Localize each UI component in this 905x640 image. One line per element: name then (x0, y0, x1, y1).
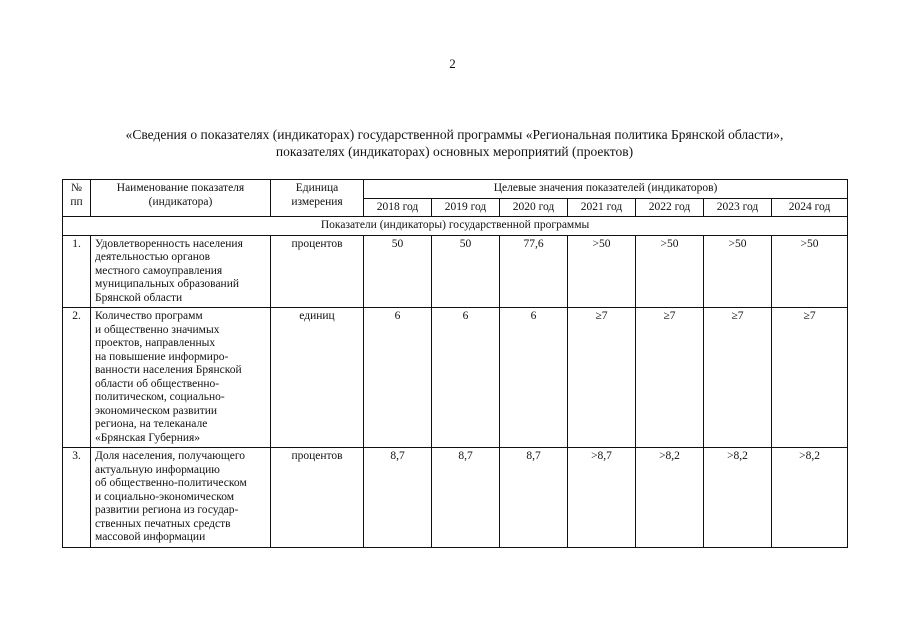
table-row (63, 308, 848, 448)
document-title (62, 126, 847, 160)
title-line-1: «Сведения о показателях (индикаторах) государственной программы «Региональная политика Брянской области», (125, 127, 784, 142)
value-cell: 6 (500, 308, 568, 448)
value-cell: >50 (636, 235, 704, 308)
value-cell: 50 (432, 235, 500, 308)
value-cell: >50 (704, 235, 772, 308)
unit-cell: единиц (271, 308, 364, 448)
unit-cell: процентов (271, 235, 364, 308)
row-number: 1. (63, 235, 91, 308)
value-cell: >8,7 (568, 448, 636, 548)
row-number: 2. (63, 308, 91, 448)
indicators-table (62, 179, 848, 548)
value-cell: >8,2 (704, 448, 772, 548)
unit-cell: процентов (271, 448, 364, 548)
value-cell: >50 (568, 235, 636, 308)
value-cell: 6 (432, 308, 500, 448)
header-year: 2019 год (432, 198, 500, 217)
value-cell: 6 (364, 308, 432, 448)
value-cell: ≥7 (636, 308, 704, 448)
value-cell: >8,2 (772, 448, 848, 548)
table-row (63, 448, 848, 548)
value-cell: ≥7 (704, 308, 772, 448)
value-cell: ≥7 (772, 308, 848, 448)
value-cell: 50 (364, 235, 432, 308)
row-number: 3. (63, 448, 91, 548)
table-row (63, 235, 848, 308)
header-unit: Единица измерения (271, 180, 364, 217)
section-title: Показатели (индикаторы) государственной программы (63, 217, 848, 236)
indicator-name: Удовлетворенность населения деятельностью органов местного самоуправления муниципальных образований Брянской области (91, 235, 271, 308)
header-year: 2024 год (772, 198, 848, 217)
title-line-2: показателях (индикаторах) основных мероприятий (проектов) (275, 144, 634, 159)
value-cell: 8,7 (364, 448, 432, 548)
page-number: 2 (449, 56, 456, 71)
header-num: № пп (63, 180, 91, 217)
header-name: Наименование показателя (индикатора) (91, 180, 271, 217)
section-row (63, 217, 848, 236)
header-year: 2018 год (364, 198, 432, 217)
header-year: 2023 год (704, 198, 772, 217)
value-cell: >50 (772, 235, 848, 308)
header-row-1 (63, 180, 848, 199)
value-cell: 8,7 (432, 448, 500, 548)
header-year: 2021 год (568, 198, 636, 217)
indicator-name: Количество программ и общественно значимых проектов, направленных на повышение информиро- ванности населения Брянской области об общественно- политическом, социально- экономическом развитии региона, на телеканале «Брянская Губерния» (91, 308, 271, 448)
value-cell: >8,2 (636, 448, 704, 548)
header-year: 2022 год (636, 198, 704, 217)
header-year: 2020 год (500, 198, 568, 217)
value-cell: 77,6 (500, 235, 568, 308)
header-targets: Целевые значения показателей (индикаторов) (364, 180, 848, 199)
value-cell: ≥7 (568, 308, 636, 448)
indicator-name: Доля населения, получающего актуальную информацию об общественно-политическом и социально-экономическом развитии региона из государ- ственных печатных средств массовой информации (91, 448, 271, 548)
value-cell: 8,7 (500, 448, 568, 548)
